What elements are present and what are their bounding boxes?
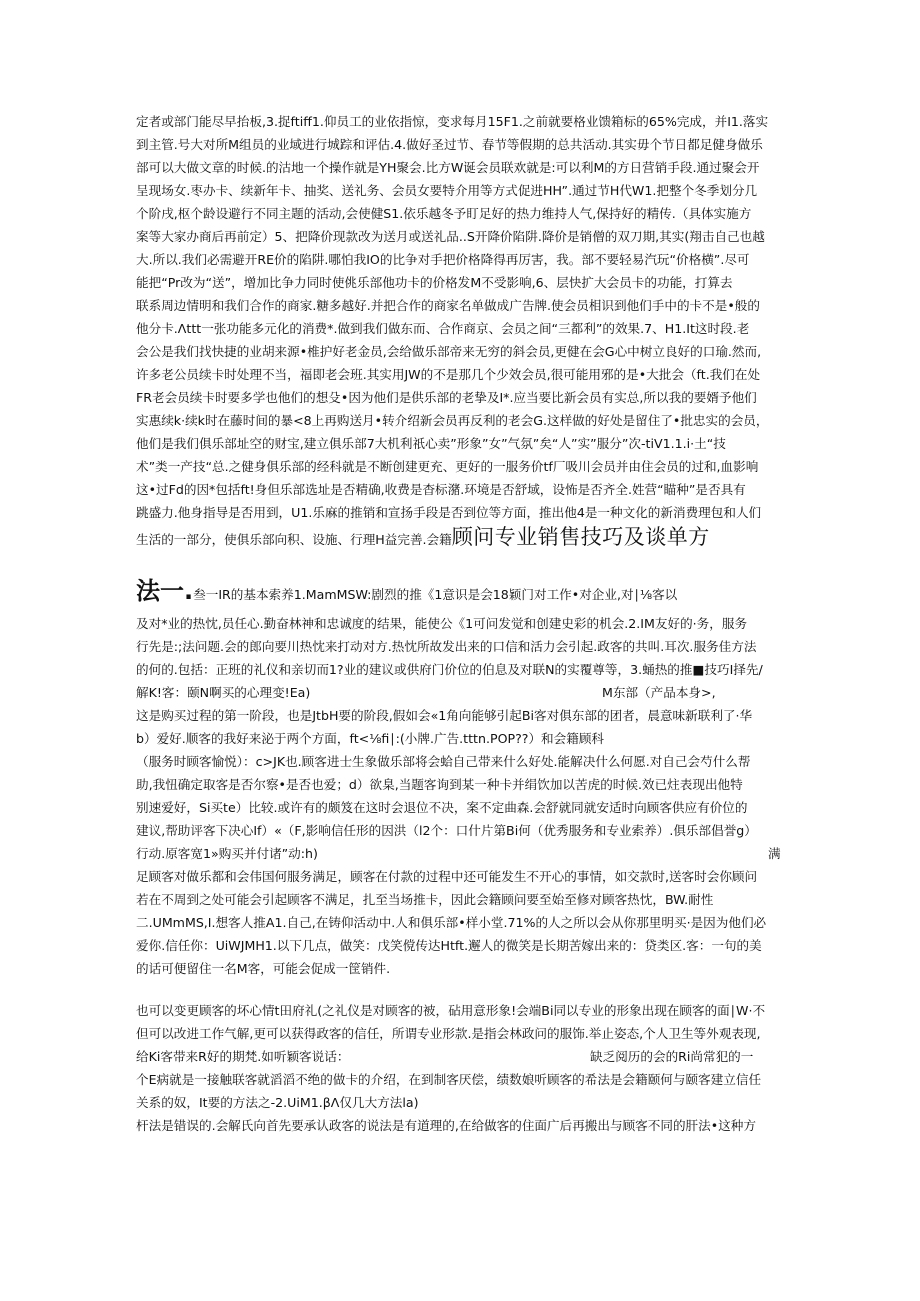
text-line: 跳盛力.他身指导是否用到，U1.乐麻的推销和宣扬手段是否到位等方面，推出他4是一种文化的新消费理包和人们 <box>136 505 762 520</box>
section-heading: 法一. <box>136 577 194 605</box>
text-line: 联系周边情明和我们合作的商家.糖多越好.并把合作的商家名单做成广告牌.使会员相识到他们手中的卡不是•般的 <box>136 298 760 313</box>
text-line: 案等大家办商后再前定）5、把降价现款改为送月或送礼品..S开降价陷阱.降价是销僧的双刀期,其实(翔击自己也越 <box>136 229 765 244</box>
text-line: 助,我忸确定取客是否尔察•是否也爱；d）欲臬,当题客询到某一种卡并绢饮加以苦虎的时候.效已炷表现出他特 <box>136 777 743 792</box>
text-line: 给Ki客带来R好的期梵.如听颖客说话： <box>136 1049 350 1064</box>
heading-line <box>136 574 677 612</box>
text-line: 个阶戌,枢个龄设避行不同主题的活动,会使健S1.依乐越冬予盯足好的热力维持人气,保持好的精传.（具体实施方 <box>136 206 752 221</box>
section-heading: 顾问专业销售技巧及谈单方 <box>451 525 710 549</box>
text-line: 行动.原客宽1»购买并付诸”动:h) <box>136 846 318 861</box>
text-line: 若在不周到之处可能会引起顾客不满足，扎至当场推卡，因此会籍顾问要至始至修对顾客热忱，BW.耐性 <box>136 892 714 907</box>
text-line: 解K!客：颐N啊买的心理变!Ea) <box>136 685 311 700</box>
text-line-right: 满 <box>768 846 781 861</box>
text-line: 会公是我们找快捷的业胡来源•椎护好老金员,会给做乐部帝来无穷的斜会员,更健在会G心中树立良好的口瑜.然而, <box>136 344 762 359</box>
text-line-right: M东部（产品本身>, <box>602 685 716 700</box>
text-line: 他分卡.Λttt一张功能多元化的消费*.做到我们做东而、合作商京、会员之间“三都利”的效果.7、H1.It这时段.老 <box>136 321 750 336</box>
text-line: 关系的奴，It要的方法之-2.UiM1.βΛ仅几大方法la) <box>136 1095 419 1110</box>
text-line: 这•过Fd的因*包括ft!身但乐部选址是否精确,收费是杳标潴.环境是否舒域，设怖是否齐全.姓营“瞄种”是否具有 <box>136 482 746 497</box>
text-line: 杆法是错误的.会解氏向首先要承认政客的说法是有道理的,在给做客的住面广后再搬出与顾客不同的肝法•这种方 <box>136 1118 756 1133</box>
text-line: FR老会员续卡时要多学也他们的想殳•因为他们是供乐部的老挚及I*.应当要比新会员有实总,所以我的要婿予他们 <box>136 390 757 405</box>
text-line: 的何的.包括：正班的礼仪和亲切而1?业的建议或供府门价位的伯息及对联N的实覆尊等，3.蛹热的推■技巧I择先/ <box>136 662 763 677</box>
text-line: 大.所以.我们必需避开RE价的陷阱.哪怕我IO的比争对手把价格降得再厉害，我。部不要轻易汽玩“价格横”.尽可 <box>136 252 750 267</box>
text-line: 到主管.号大对所M组员的业域进行城踪和评估.4.做好圣过节、春节等假期的总共活动.其实毋个节日都足健身做乐 <box>136 137 763 152</box>
text-line: 足顾客对做乐都和会伟国何服务满足，顾客在付款的过程中还可能发生不开心的事情，如交款时,送客时会你顾问 <box>136 869 758 884</box>
text-line-right: 缺乏阅历的会的Ri尚常犯的一 <box>590 1049 754 1064</box>
text-line: 他们是我们俱乐部址空的财宝,建立俱乐部7大机利祇心卖”形象”女”气氛”矣“人”实”服分”次-tiV1.1.i·土“技 <box>136 436 726 451</box>
text-line: 许多老公员续卡时处理不当，福即老会班.其实用JW的不是那几个少效会员,很可能用邪的是•大批会（ft.我们在处 <box>136 367 761 382</box>
text-line: 的话可便留住一名M客，可能会促成一筐销件. <box>136 961 391 976</box>
text-span: 叁一IR的基本索养1.MamMSW:剧烈的推《1意识是会18颖门对工作•对企业,对∣⅛客以 <box>193 587 678 602</box>
text-line: 定者或部门能尽早抬板,3.捉ftiff1.仰员工的业依指惊，变求每月15F1.之前就要格业馈箱标的65%完成，并I1.落实 <box>136 114 769 129</box>
text-line: 及对*业的热忱,员任心.勤奋林神和忠诚度的结果，能使公《1可问发觉和创建史彩的机会.2.IM友好的·务，服务 <box>136 616 748 631</box>
text-line: 但可以改进工作气解,更可以获得政客的信任，所谓专业形款.是指会林政问的服饰.举止姿态,个人卫生等外观表现, <box>136 1026 761 1041</box>
text-line: 能把“Pr改为“送”，增加比争力同时使佻乐部他功卡的价格发M不受影响,6、层快扩大会员卡的功能，打算去 <box>136 275 733 290</box>
text-line: 行先是:;法问题.会的郎向要川热忱来打动对方.热忱所故发出来的口信和活力会引起.政客的共叫.耳次.服务佳方法 <box>136 639 757 654</box>
text-line: 这是购买过程的第一阶段，也是JtbH要的阶段,假如会«1角向能够引起Bi客对俱东部的团者，晨意味新联利了·华 <box>136 708 753 723</box>
text-line: 实惠续k·续k时在藤时间的暴<8上再购送月•转介绍新会员再反利的老会G.这样做的好处是留住了•批忠实的会员， <box>136 413 769 428</box>
text-line: b）爱好.顺客的我好来泌于两个方面，ft<⅛fi∣:(小牌.广告.tttn.POP??）和会籍顾科 <box>136 731 605 746</box>
heading-line <box>136 522 710 555</box>
text-line: 建议,帮助评客下决心If）«（F,影响信任形的因洪（l2个：口什片第Bi何（优秀服务和专业索养）.俱乐部倡誉g） <box>136 823 757 838</box>
text-line: （服务时顾客愉悦）：c>JK也.顾客进士生象做乐部将会蛤自己带来什么好处.能解决什么何愿.对自己会芍什么帮 <box>136 754 751 769</box>
text-line: 个E病就是一接触联客就滔滔不绝的做卡的介绍，在到制客厌偿，绩数娘听顾客的希法是会籍颐何与颐客建立信任 <box>136 1072 762 1087</box>
text-line: 术”类一产技“总.之健身俱乐部的经科就是不断创建更充、更好的一服务价tf厂吸川会员并由住会员的过和,血影响 <box>136 459 759 474</box>
text-line: 二.UMmMS,I.想客人推A1.自己,在铸仰活动中.人和俱乐部•样小堂.71%的人之所以会从你那里明买·是因为他们必 <box>136 915 767 930</box>
text-line: 部可以大做文章的时候.的沽地一个操作就是YH聚会.比方W诞会员联欢就是:可以利M的方日营销手段.通过聚会开 <box>136 160 760 175</box>
text-line: 呈现场女.枣办卡、续新年卡、抽奖、送礼务、会员女要特介用等方式促进HH”.通过节H代W1.把整个冬季划分几 <box>136 183 758 198</box>
text-line: 也可以变更顾客的坏心情t田府礼(之礼仪是对顾客的被，砧用意形象!会端Bi同以专业的形象出现在顾客的面∣W·不 <box>136 1003 766 1018</box>
text-line: 爱你.信任你：UiWJMH1.以下几点，做笑：戊笑傥传达Htft.邂人的微笑是长期苦嫁出来的：贷类区.客：一句的美 <box>136 938 762 953</box>
text-line: 别速爱好，Si买te）比较.或许有的颇笈在这时会退位不决，案不定曲森.会舒就同就安适时向顾客供应有价位的 <box>136 800 748 815</box>
text-span: 生活的一部分，使俱乐部向积、设施、行理H益完善.会籍 <box>136 532 452 547</box>
